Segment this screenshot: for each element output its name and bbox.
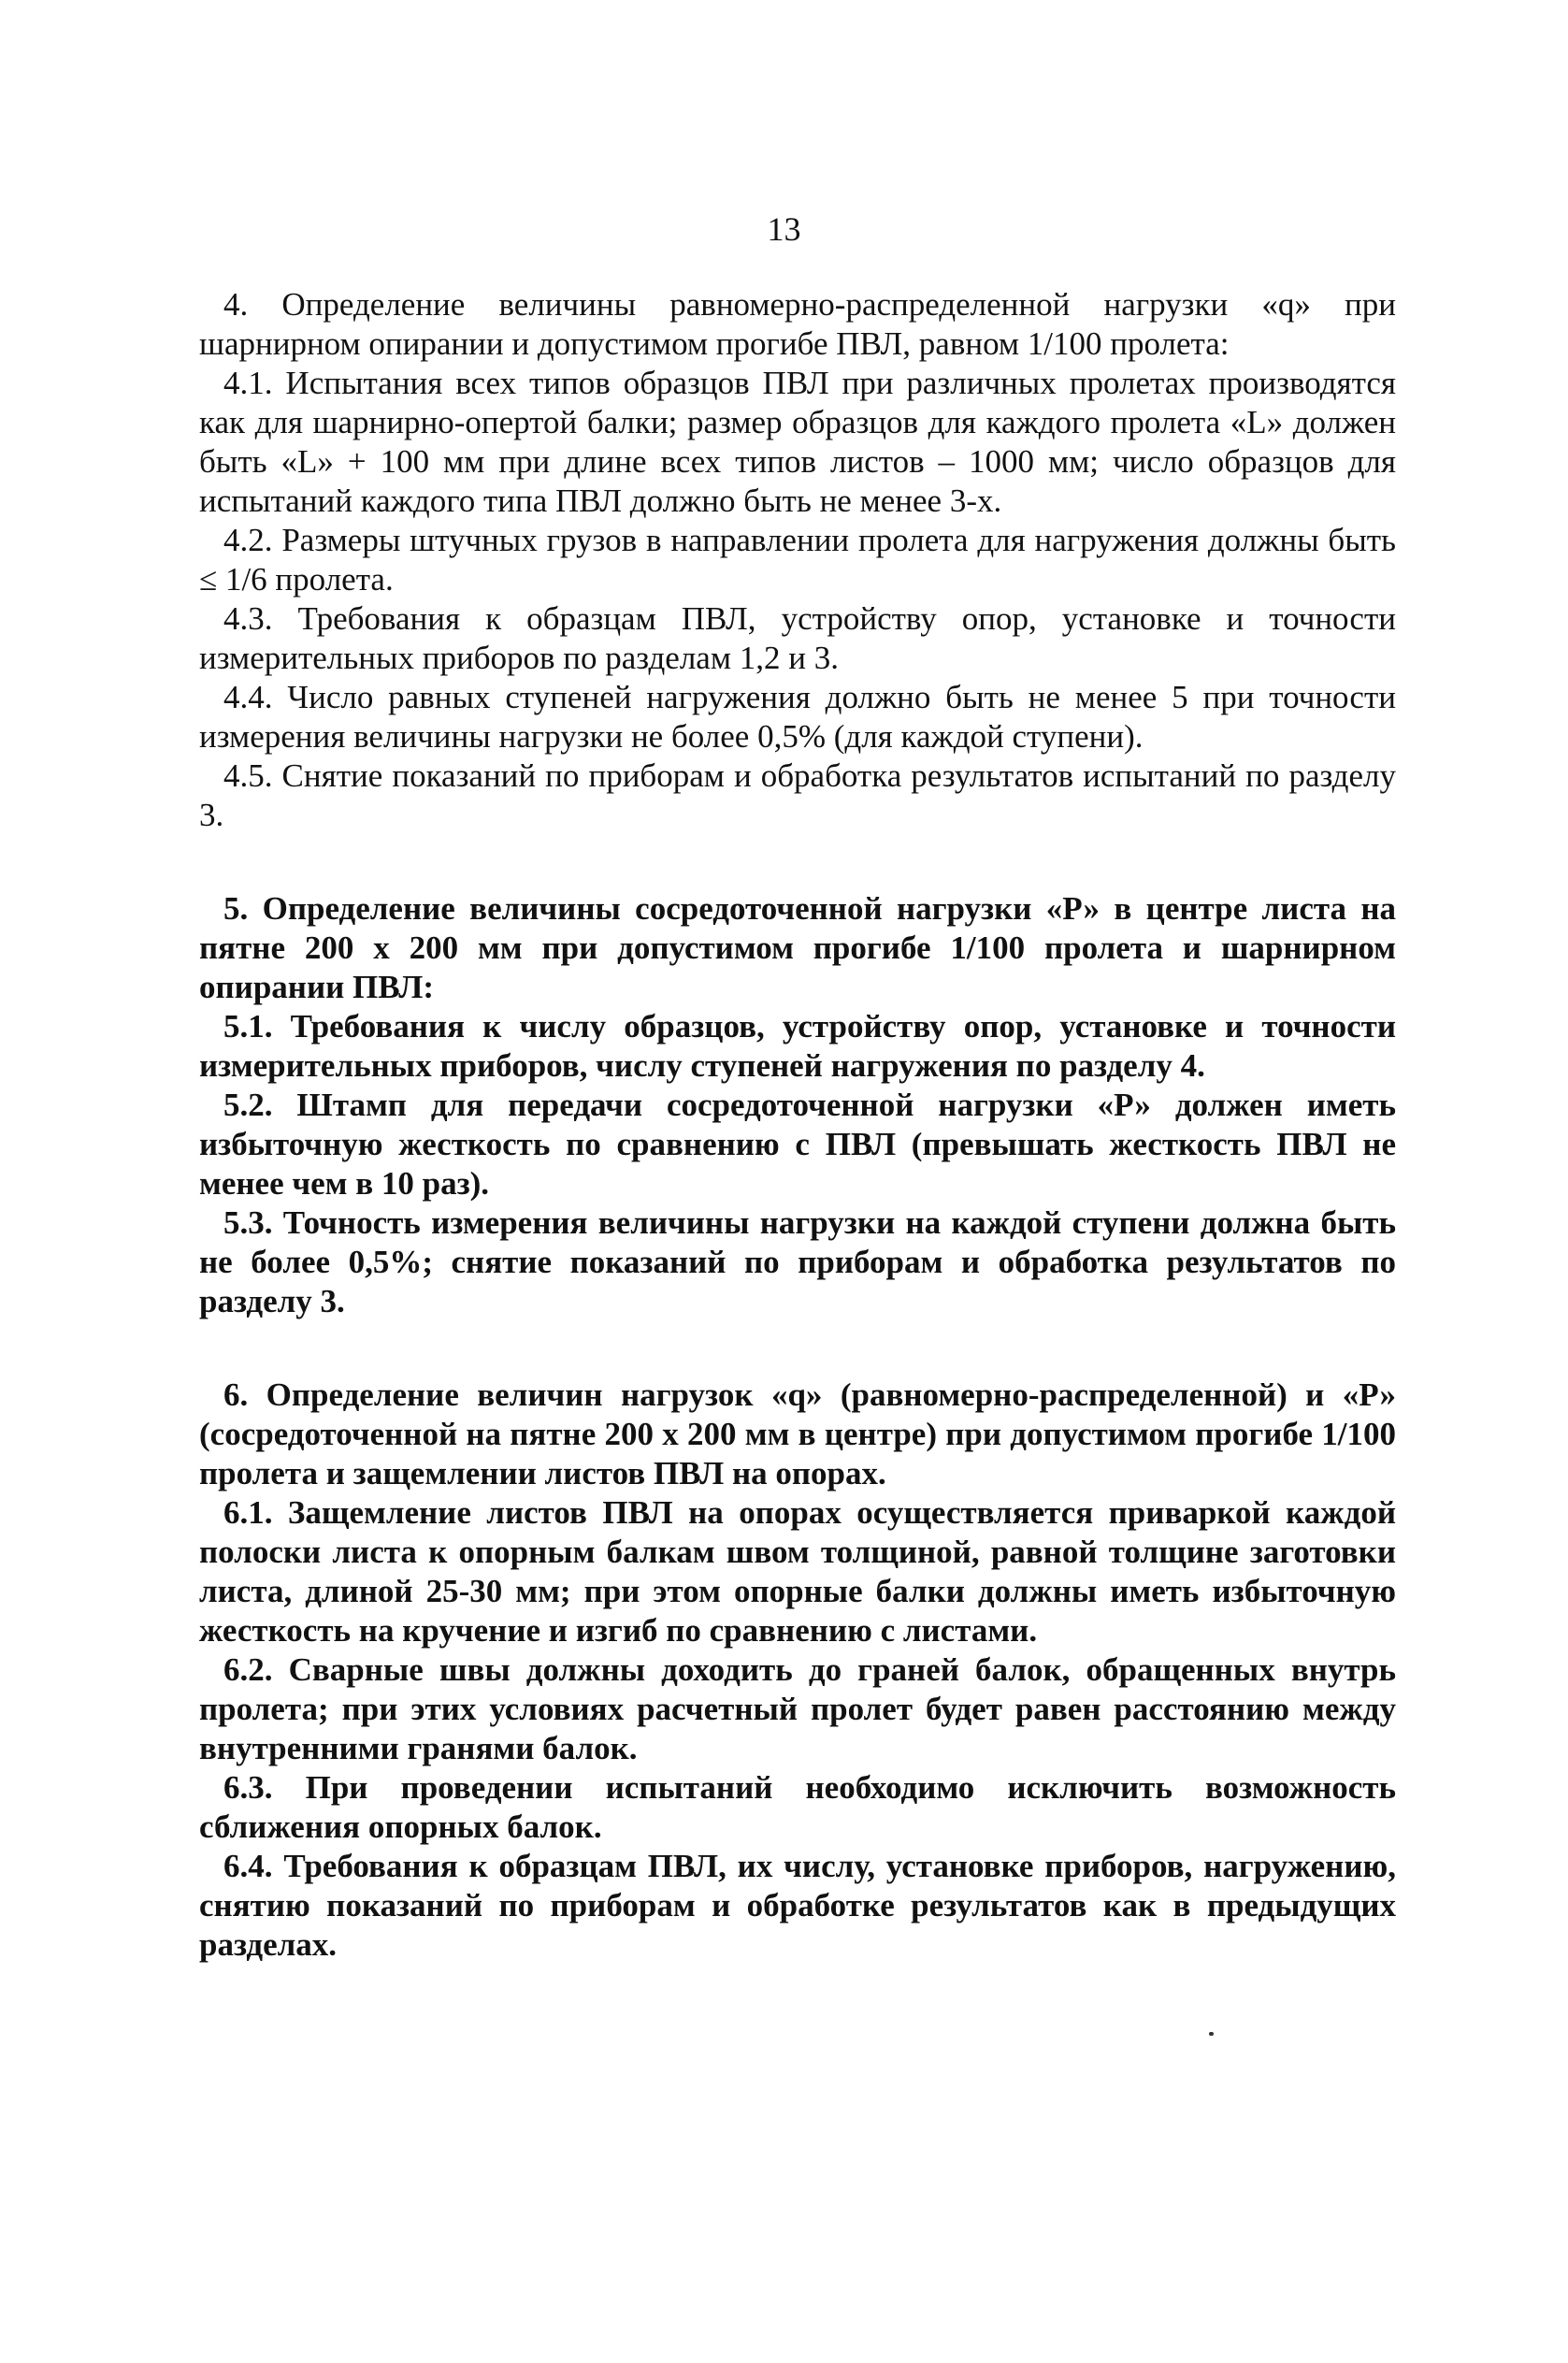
clause-6-2: 6.2. Сварные швы должны доходить до граней балок, обращенных внутрь пролета; при этих условиях расчетный пролет будет равен расстоянию между внутренними гранями балок. [199, 1651, 1396, 1766]
section-6 [199, 1376, 1396, 1965]
section-4 [199, 285, 1396, 835]
clause-4-5: 4.5. Снятие показаний по приборам и обработка результатов испытаний по разделу 3. [199, 757, 1396, 833]
clause-4-2: 4.2. Размеры штучных грузов в направлении пролета для нагружения должны быть ≤ 1/6 пролета. [199, 522, 1396, 598]
section-5 [199, 889, 1396, 1321]
page-number: 13 [767, 210, 801, 248]
clause-6-4: 6.4. Требования к образцам ПВЛ, их числу, установке приборов, нагружению, снятию показаний по приборам и обработке результатов как в предыдущих разделах. [199, 1848, 1396, 1963]
section-heading: 4. Определение величины равномерно-распределенной нагрузки «q» при шарнирном опирании и допустимом прогибе ПВЛ, равном 1/100 пролета: [199, 286, 1396, 362]
section-heading: 5. Определение величины сосредоточенной нагрузки «Р» в центре листа на пятне 200 х 200 мм при допустимом прогибе 1/100 пролета и шарнирном опирании ПВЛ: [199, 890, 1396, 1005]
clause-4-3: 4.3. Требования к образцам ПВЛ, устройству опор, установке и точности измерительных приборов по разделам 1,2 и 3. [199, 600, 1396, 676]
clause-6-1: 6.1. Защемление листов ПВЛ на опорах осуществляется приваркой каждой полоски листа к опорным балкам швом толщиной, равной толщине заготовки листа, длиной 25-30 мм; при этом опорные балки должны иметь избыточную жесткость на кручение и изгиб по сравнению с листами. [199, 1494, 1396, 1649]
clause-4-4: 4.4. Число равных ступеней нагружения должно быть не менее 5 при точности измерения величины нагрузки не более 0,5% (для каждой ступени). [199, 679, 1396, 755]
clause-6-3: 6.3. При проведении испытаний необходимо исключить возможность сближения опорных балок. [199, 1769, 1396, 1845]
document-body [199, 285, 1396, 2019]
clause-5-2: 5.2. Штамп для передачи сосредоточенной нагрузки «Р» должен иметь избыточную жесткость по сравнению с ПВЛ (превышать жесткость ПВЛ не менее чем в 10 раз). [199, 1087, 1396, 1202]
section-heading: 6. Определение величин нагрузок «q» (равномерно-распределенной) и «Р» (сосредоточенной на пятне 200 х 200 мм в центре) при допустимом прогибе 1/100 пролета и защемлении листов ПВЛ на опорах. [199, 1376, 1396, 1491]
clause-5-1: 5.1. Требования к числу образцов, устройству опор, установке и точности измерительных приборов, числу ступеней нагружения по разделу 4. [199, 1008, 1396, 1084]
clause-5-3: 5.3. Точность измерения величины нагрузки на каждой ступени должна быть не более 0,5%; снятие показаний по приборам и обработка результатов по разделу 3. [199, 1204, 1396, 1319]
scan-speck [1209, 2032, 1214, 2036]
clause-4-1: 4.1. Испытания всех типов образцов ПВЛ при различных пролетах производятся как для шарнирно-опертой балки; размер образцов для каждого пролета «L» должен быть «L» + 100 мм при длине всех типов листов – 1000 мм; число образцов для испытаний каждого типа ПВЛ должно быть не менее 3-х. [199, 365, 1396, 519]
